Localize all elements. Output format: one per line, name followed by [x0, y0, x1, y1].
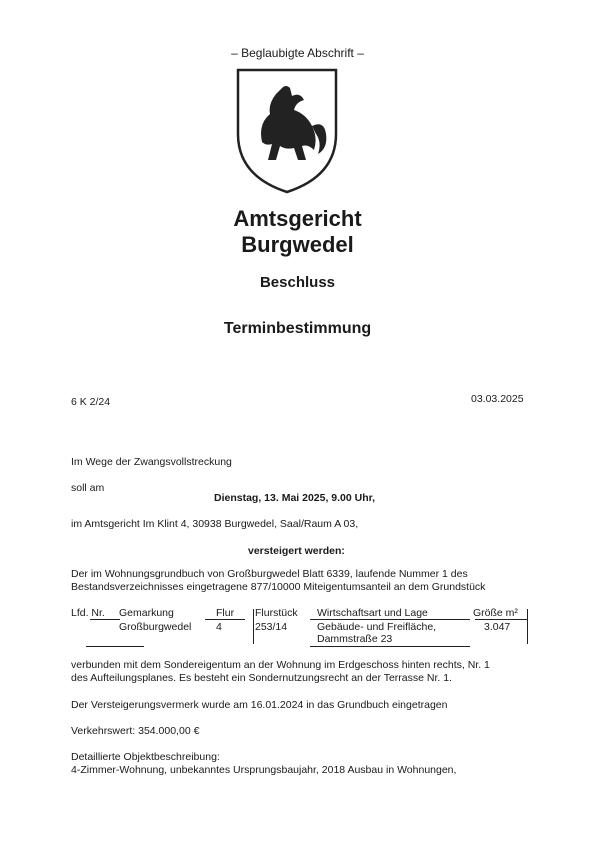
table-rule	[310, 619, 470, 620]
soll-am-text: soll am	[71, 482, 105, 494]
table-cell-flur: 4	[216, 621, 222, 633]
court-crest-icon	[232, 64, 342, 196]
object-description-label: Detaillierte Objektbeschreibung:	[71, 751, 220, 763]
subject-heading: Terminbestimmung	[223, 320, 372, 337]
after-table-line2: des Aufteilungsplanes. Es besteht ein Sondernutzungsrecht an der Terrasse Nr. 1.	[71, 672, 452, 684]
property-description-line1: Der im Wohnungsgrundbuch von Großburgwedel Blatt 6339, laufende Nummer 1 des	[71, 568, 468, 580]
table-header-flurstueck: Flurstück	[255, 607, 298, 619]
table-cell-lage-line2: Dammstraße 23	[317, 633, 393, 645]
table-header-flur: Flur	[216, 607, 235, 619]
table-rule	[527, 609, 528, 644]
after-table-line1: verbunden mit dem Sondereigentum an der Wohnung im Erdgeschoss hinten rechts, Nr. 1	[71, 659, 490, 671]
file-number: 6 K 2/24	[71, 396, 111, 408]
table-rule	[205, 619, 245, 620]
appointment-datetime: Dienstag, 13. Mai 2025, 9.00 Uhr,	[214, 492, 376, 504]
auction-action: versteigert werden:	[248, 545, 345, 557]
document-label: – Beglaubigte Abschrift –	[231, 46, 364, 60]
decision-heading: Beschluss	[259, 274, 336, 291]
table-rule	[86, 646, 144, 647]
table-cell-gemarkung: Großburgwedel	[119, 621, 192, 633]
table-rule	[253, 609, 254, 644]
table-rule	[475, 619, 527, 620]
intro-text: Im Wege der Zwangsvollstreckung	[71, 456, 232, 468]
table-cell-flurstueck: 253/14	[255, 621, 288, 633]
registration-note: Der Versteigerungsvermerk wurde am 16.01.2024 in das Grundbuch eingetragen	[71, 699, 448, 711]
court-name-line1: Amtsgericht	[233, 206, 362, 231]
table-rule	[90, 619, 120, 620]
table-cell-groesse: 3.047	[484, 621, 511, 633]
table-header-lage: Wirtschaftsart und Lage	[317, 607, 428, 619]
table-rule	[310, 646, 470, 647]
court-name-line2: Burgwedel	[241, 232, 354, 257]
auction-location: im Amtsgericht Im Klint 4, 30938 Burgwedel, Saal/Raum A 03,	[71, 518, 359, 530]
table-header-groesse: Größe m²	[473, 607, 518, 619]
market-value: Verkehrswert: 354.000,00 €	[71, 725, 200, 737]
object-description-text: 4-Zimmer-Wohnung, unbekanntes Ursprungsbaujahr, 2018 Ausbau in Wohnungen,	[71, 764, 457, 776]
table-cell-lage-line1: Gebäude- und Freifläche,	[317, 621, 437, 633]
property-description-line2: Bestandsverzeichnisses eingetragene 877/10000 Miteigentumsanteil an dem Grundstück	[71, 581, 486, 593]
table-header-lfd-nr: Lfd. Nr.	[71, 607, 105, 619]
table-header-gemarkung: Gemarkung	[119, 607, 174, 619]
document-date: 03.03.2025	[471, 393, 524, 405]
